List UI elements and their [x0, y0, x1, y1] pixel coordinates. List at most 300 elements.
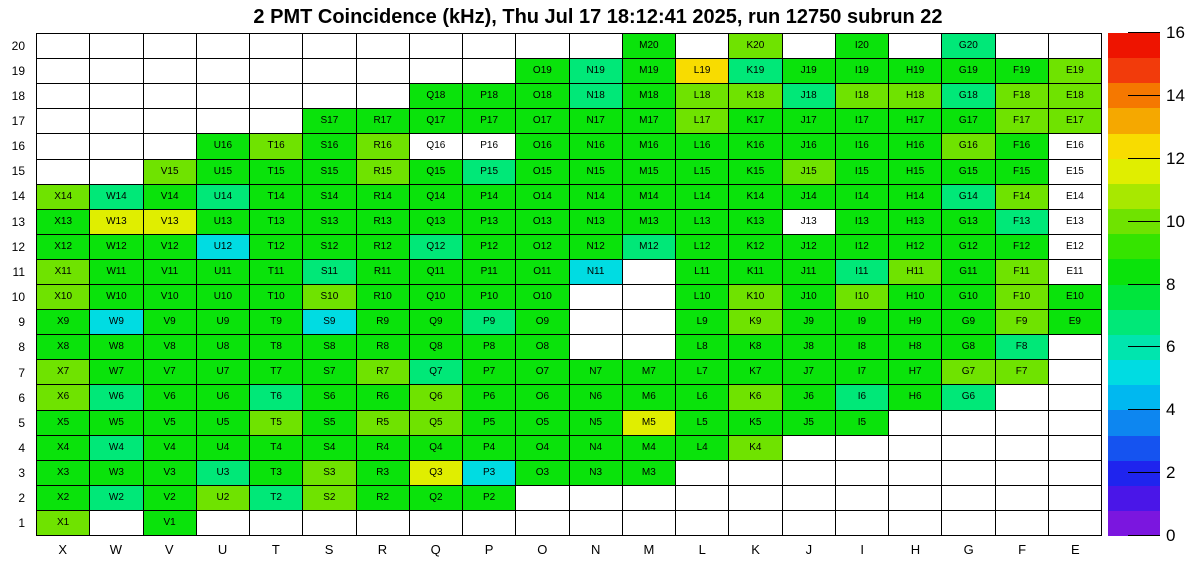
- x-axis-label: L: [698, 542, 706, 557]
- heatmap-cell: [516, 34, 568, 58]
- heatmap-cell: [144, 109, 196, 133]
- heatmap-cell: M18: [623, 84, 675, 108]
- heatmap-cell: O17: [516, 109, 568, 133]
- heatmap-cell: T5: [250, 411, 302, 435]
- x-axis-label: F: [1018, 542, 1027, 557]
- heatmap-cell: G10: [942, 285, 994, 309]
- heatmap-cell: [783, 461, 835, 485]
- heatmap-cell: [942, 436, 994, 460]
- heatmap-cell: E10: [1049, 285, 1101, 309]
- heatmap-cell: R15: [357, 160, 409, 184]
- heatmap-cell: I15: [836, 160, 888, 184]
- heatmap-cell: E18: [1049, 84, 1101, 108]
- heatmap-cell: Q4: [410, 436, 462, 460]
- x-axis-label: U: [217, 542, 228, 557]
- heatmap-cell: Q8: [410, 335, 462, 359]
- heatmap-cell: [250, 109, 302, 133]
- heatmap-cell: F11: [996, 260, 1048, 284]
- heatmap-grid: [36, 33, 1102, 536]
- heatmap-cell: [889, 34, 941, 58]
- heatmap-cell: R2: [357, 486, 409, 510]
- heatmap-cell: [1049, 486, 1101, 510]
- heatmap-cell: U13: [197, 210, 249, 234]
- colorbar-tick: [1128, 95, 1160, 96]
- heatmap-cell: O5: [516, 411, 568, 435]
- colorbar-band: [1108, 259, 1160, 284]
- heatmap-cell: U9: [197, 310, 249, 334]
- heatmap-cell: P10: [463, 285, 515, 309]
- heatmap-cell: N18: [570, 84, 622, 108]
- heatmap-cell: V12: [144, 235, 196, 259]
- chart-title: 2 PMT Coincidence (kHz), Thu Jul 17 18:12:41 2025, run 12750 subrun 22: [253, 6, 943, 28]
- heatmap-cell: [996, 511, 1048, 535]
- heatmap-cell: P7: [463, 360, 515, 384]
- heatmap-cell: I7: [836, 360, 888, 384]
- heatmap-cell: L10: [676, 285, 728, 309]
- heatmap-cell: H11: [889, 260, 941, 284]
- heatmap-cell: O6: [516, 385, 568, 409]
- heatmap-cell: T15: [250, 160, 302, 184]
- heatmap-cell: [197, 511, 249, 535]
- heatmap-cell: [1049, 34, 1101, 58]
- heatmap-cell: [996, 411, 1048, 435]
- heatmap-cell: M19: [623, 59, 675, 83]
- heatmap-cell: Q11: [410, 260, 462, 284]
- heatmap-cell: U12: [197, 235, 249, 259]
- heatmap-cell: Q6: [410, 385, 462, 409]
- colorbar-tick-label: 16: [1166, 23, 1185, 42]
- heatmap-cell: [1049, 385, 1101, 409]
- y-axis-label: 7: [18, 365, 25, 380]
- heatmap-cell: S8: [303, 335, 355, 359]
- heatmap-cell: X14: [37, 185, 89, 209]
- heatmap-cell: P2: [463, 486, 515, 510]
- heatmap-cell: G17: [942, 109, 994, 133]
- heatmap-cell: W3: [90, 461, 142, 485]
- heatmap-cell: F13: [996, 210, 1048, 234]
- heatmap-cell: J16: [783, 134, 835, 158]
- heatmap-cell: [783, 486, 835, 510]
- heatmap-cell: P14: [463, 185, 515, 209]
- heatmap-cell: I17: [836, 109, 888, 133]
- colorbar-band: [1108, 410, 1160, 435]
- heatmap-cell: V6: [144, 385, 196, 409]
- x-axis-label: R: [377, 542, 388, 557]
- heatmap-cell: J14: [783, 185, 835, 209]
- heatmap-cell: T6: [250, 385, 302, 409]
- heatmap-cell: H17: [889, 109, 941, 133]
- heatmap-cell: X6: [37, 385, 89, 409]
- heatmap-cell: [250, 511, 302, 535]
- heatmap-cell: R9: [357, 310, 409, 334]
- heatmap-cell: G18: [942, 84, 994, 108]
- heatmap-cell: [303, 511, 355, 535]
- heatmap-cell: N3: [570, 461, 622, 485]
- heatmap-cell: L13: [676, 210, 728, 234]
- heatmap-cell: Q10: [410, 285, 462, 309]
- y-axis-label: 19: [11, 63, 25, 78]
- heatmap-cell: L8: [676, 335, 728, 359]
- heatmap-cell: S14: [303, 185, 355, 209]
- heatmap-cell: J10: [783, 285, 835, 309]
- colorbar-band: [1108, 335, 1160, 360]
- heatmap-cell: [37, 34, 89, 58]
- heatmap-cell: O11: [516, 260, 568, 284]
- heatmap-cell: V4: [144, 436, 196, 460]
- heatmap-cell: S10: [303, 285, 355, 309]
- heatmap-cell: [836, 486, 888, 510]
- heatmap-cell: [303, 84, 355, 108]
- heatmap-cell: [942, 511, 994, 535]
- heatmap-cell: V14: [144, 185, 196, 209]
- heatmap-cell: [90, 511, 142, 535]
- heatmap-cell: [623, 511, 675, 535]
- heatmap-cell: O18: [516, 84, 568, 108]
- heatmap-cell: V15: [144, 160, 196, 184]
- heatmap-cell: [570, 285, 622, 309]
- heatmap-cell: X9: [37, 310, 89, 334]
- heatmap-cell: E16: [1049, 134, 1101, 158]
- heatmap-cell: N13: [570, 210, 622, 234]
- heatmap-cell: R3: [357, 461, 409, 485]
- heatmap-cell: [1049, 411, 1101, 435]
- heatmap-cell: [570, 335, 622, 359]
- heatmap-cell: Q7: [410, 360, 462, 384]
- heatmap-cell: G6: [942, 385, 994, 409]
- heatmap-cell: G16: [942, 134, 994, 158]
- heatmap-cell: F9: [996, 310, 1048, 334]
- colorbar-band: [1108, 184, 1160, 209]
- heatmap-cell: M12: [623, 235, 675, 259]
- heatmap-cell: J19: [783, 59, 835, 83]
- y-axis-label: 10: [11, 290, 25, 305]
- heatmap-cell: L19: [676, 59, 728, 83]
- heatmap-cell: I18: [836, 84, 888, 108]
- heatmap-cell: T3: [250, 461, 302, 485]
- heatmap-cell: K14: [729, 185, 781, 209]
- heatmap-cell: Q14: [410, 185, 462, 209]
- heatmap-cell: L9: [676, 310, 728, 334]
- heatmap-cell: I5: [836, 411, 888, 435]
- heatmap-cell: P4: [463, 436, 515, 460]
- heatmap-cell: W7: [90, 360, 142, 384]
- heatmap-cell: [37, 84, 89, 108]
- heatmap-cell: [570, 511, 622, 535]
- heatmap-cell: P12: [463, 235, 515, 259]
- colorbar-band: [1108, 159, 1160, 184]
- heatmap-cell: P3: [463, 461, 515, 485]
- heatmap-cell: V3: [144, 461, 196, 485]
- heatmap-cell: X1: [37, 511, 89, 535]
- y-axis-label: 12: [11, 239, 25, 254]
- colorbar-band: [1108, 234, 1160, 259]
- heatmap-cell: N16: [570, 134, 622, 158]
- heatmap-cell: V2: [144, 486, 196, 510]
- x-axis-label: K: [751, 542, 760, 557]
- colorbar: [1108, 33, 1160, 536]
- heatmap-cell: T7: [250, 360, 302, 384]
- heatmap-cell: [516, 511, 568, 535]
- heatmap-cell: [729, 461, 781, 485]
- heatmap-cell: O13: [516, 210, 568, 234]
- heatmap-cell: I6: [836, 385, 888, 409]
- heatmap-cell: O8: [516, 335, 568, 359]
- heatmap-cell: V9: [144, 310, 196, 334]
- heatmap-cell: L18: [676, 84, 728, 108]
- heatmap-cell: K13: [729, 210, 781, 234]
- heatmap-cell: V13: [144, 210, 196, 234]
- heatmap-cell: [942, 411, 994, 435]
- heatmap-cell: [37, 134, 89, 158]
- heatmap-cell: H15: [889, 160, 941, 184]
- heatmap-cell: E17: [1049, 109, 1101, 133]
- heatmap-cell: L7: [676, 360, 728, 384]
- heatmap-cell: R6: [357, 385, 409, 409]
- heatmap-cell: L5: [676, 411, 728, 435]
- y-axis-label: 4: [18, 440, 25, 455]
- heatmap-cell: M6: [623, 385, 675, 409]
- heatmap-cell: [250, 59, 302, 83]
- heatmap-cell: K5: [729, 411, 781, 435]
- heatmap-cell: X13: [37, 210, 89, 234]
- heatmap-cell: U6: [197, 385, 249, 409]
- heatmap-cell: [996, 34, 1048, 58]
- heatmap-cell: J17: [783, 109, 835, 133]
- heatmap-cell: M13: [623, 210, 675, 234]
- heatmap-cell: X10: [37, 285, 89, 309]
- heatmap-cell: S9: [303, 310, 355, 334]
- heatmap-cell: Q16: [410, 134, 462, 158]
- heatmap-cell: G14: [942, 185, 994, 209]
- heatmap-cell: [1049, 511, 1101, 535]
- heatmap-cell: I12: [836, 235, 888, 259]
- heatmap-cell: R14: [357, 185, 409, 209]
- heatmap-cell: J18: [783, 84, 835, 108]
- heatmap-cell: [90, 134, 142, 158]
- heatmap-cell: [889, 511, 941, 535]
- heatmap-cell: T13: [250, 210, 302, 234]
- heatmap-cell: P9: [463, 310, 515, 334]
- heatmap-cell: V1: [144, 511, 196, 535]
- heatmap-cell: J12: [783, 235, 835, 259]
- heatmap-cell: F10: [996, 285, 1048, 309]
- heatmap-cell: S5: [303, 411, 355, 435]
- heatmap-cell: S6: [303, 385, 355, 409]
- heatmap-cell: X5: [37, 411, 89, 435]
- heatmap-cell: M15: [623, 160, 675, 184]
- heatmap-cell: N19: [570, 59, 622, 83]
- heatmap-cell: T11: [250, 260, 302, 284]
- heatmap-cell: L12: [676, 235, 728, 259]
- heatmap-cell: [996, 385, 1048, 409]
- y-axis-label: 8: [18, 340, 25, 355]
- heatmap-cell: E15: [1049, 160, 1101, 184]
- heatmap-cell: E19: [1049, 59, 1101, 83]
- heatmap-cell: E11: [1049, 260, 1101, 284]
- heatmap-cell: M14: [623, 185, 675, 209]
- y-axis-labels: [0, 33, 30, 536]
- heatmap-cell: U8: [197, 335, 249, 359]
- heatmap-cell: G12: [942, 235, 994, 259]
- heatmap-cell: [357, 84, 409, 108]
- heatmap-cell: H12: [889, 235, 941, 259]
- heatmap-cell: W2: [90, 486, 142, 510]
- heatmap-cell: L11: [676, 260, 728, 284]
- colorbar-tick: [1128, 409, 1160, 410]
- heatmap-cell: [90, 109, 142, 133]
- x-axis-label: V: [164, 542, 174, 557]
- heatmap-cell: M20: [623, 34, 675, 58]
- heatmap-cell: X11: [37, 260, 89, 284]
- heatmap-cell: E13: [1049, 210, 1101, 234]
- heatmap-cell: F18: [996, 84, 1048, 108]
- heatmap-cell: O16: [516, 134, 568, 158]
- colorbar-tick: [1128, 221, 1160, 222]
- heatmap-cell: O19: [516, 59, 568, 83]
- heatmap-cell: [889, 461, 941, 485]
- heatmap-cell: Q3: [410, 461, 462, 485]
- heatmap-cell: U3: [197, 461, 249, 485]
- x-axis-label: T: [271, 542, 280, 557]
- heatmap-cell: T8: [250, 335, 302, 359]
- heatmap-cell: F16: [996, 134, 1048, 158]
- heatmap-cell: [1049, 335, 1101, 359]
- x-axis-label: M: [643, 542, 655, 557]
- x-axis-label: Q: [430, 542, 441, 557]
- heatmap-cell: Q9: [410, 310, 462, 334]
- heatmap-cell: W13: [90, 210, 142, 234]
- heatmap-cell: [836, 511, 888, 535]
- heatmap-cell: Q18: [410, 84, 462, 108]
- heatmap-cell: U4: [197, 436, 249, 460]
- heatmap-cell: R5: [357, 411, 409, 435]
- colorbar-tick-label: 8: [1166, 274, 1176, 294]
- heatmap-cell: K11: [729, 260, 781, 284]
- heatmap-cell: [303, 34, 355, 58]
- heatmap-cell: P5: [463, 411, 515, 435]
- heatmap-cell: V11: [144, 260, 196, 284]
- heatmap-cell: R10: [357, 285, 409, 309]
- heatmap-cell: [463, 59, 515, 83]
- heatmap-cell: [357, 511, 409, 535]
- heatmap-cell: E12: [1049, 235, 1101, 259]
- heatmap-cell: [197, 84, 249, 108]
- heatmap-cell: [37, 160, 89, 184]
- heatmap-cell: K4: [729, 436, 781, 460]
- heatmap-cell: [889, 436, 941, 460]
- colorbar-tick-label: 12: [1166, 148, 1185, 168]
- heatmap-cell: I13: [836, 210, 888, 234]
- heatmap-cell: W5: [90, 411, 142, 435]
- heatmap-cell: O15: [516, 160, 568, 184]
- heatmap-cell: M4: [623, 436, 675, 460]
- heatmap-cell: U10: [197, 285, 249, 309]
- heatmap-cell: U5: [197, 411, 249, 435]
- heatmap-cell: V8: [144, 335, 196, 359]
- colorbar-tick-label: 10: [1166, 211, 1185, 231]
- heatmap-cell: H7: [889, 360, 941, 384]
- heatmap-cell: [676, 511, 728, 535]
- y-axis-label: 17: [11, 114, 25, 129]
- heatmap-cell: N5: [570, 411, 622, 435]
- x-axis-label: N: [590, 542, 601, 557]
- heatmap-cell: [1049, 360, 1101, 384]
- heatmap-cell: T14: [250, 185, 302, 209]
- heatmap-cell: M16: [623, 134, 675, 158]
- x-axis-label: S: [324, 542, 334, 557]
- heatmap-cell: U7: [197, 360, 249, 384]
- heatmap-cell: I9: [836, 310, 888, 334]
- heatmap-cell: J15: [783, 160, 835, 184]
- colorbar-tick-label: 14: [1166, 85, 1185, 105]
- heatmap-cell: K15: [729, 160, 781, 184]
- heatmap-cell: [410, 34, 462, 58]
- colorbar-band: [1108, 58, 1160, 83]
- heatmap-cell: N15: [570, 160, 622, 184]
- heatmap-cell: G19: [942, 59, 994, 83]
- heatmap-cell: [144, 59, 196, 83]
- heatmap-cell: K17: [729, 109, 781, 133]
- colorbar-band: [1108, 486, 1160, 511]
- heatmap-cell: K8: [729, 335, 781, 359]
- heatmap-cell: [889, 486, 941, 510]
- heatmap-cell: [197, 34, 249, 58]
- heatmap-cell: F7: [996, 360, 1048, 384]
- x-axis-label: P: [484, 542, 494, 557]
- heatmap-cell: L16: [676, 134, 728, 158]
- heatmap-cell: J11: [783, 260, 835, 284]
- heatmap-cell: I11: [836, 260, 888, 284]
- heatmap-cell: W9: [90, 310, 142, 334]
- heatmap-cell: W12: [90, 235, 142, 259]
- heatmap-cell: R11: [357, 260, 409, 284]
- heatmap-cell: F15: [996, 160, 1048, 184]
- heatmap-cell: [783, 436, 835, 460]
- heatmap-cell: W11: [90, 260, 142, 284]
- heatmap-cell: X3: [37, 461, 89, 485]
- heatmap-cell: R13: [357, 210, 409, 234]
- colorbar-band: [1108, 134, 1160, 159]
- heatmap-cell: [570, 34, 622, 58]
- heatmap-cell: H10: [889, 285, 941, 309]
- colorbar-band: [1108, 33, 1160, 58]
- heatmap-cell: R8: [357, 335, 409, 359]
- heatmap-cell: F19: [996, 59, 1048, 83]
- heatmap-cell: [410, 511, 462, 535]
- heatmap-cell: S3: [303, 461, 355, 485]
- heatmap-cell: F12: [996, 235, 1048, 259]
- heatmap-cell: X7: [37, 360, 89, 384]
- heatmap-cell: [996, 486, 1048, 510]
- heatmap-cell: G8: [942, 335, 994, 359]
- y-axis-label: 16: [11, 139, 25, 154]
- colorbar-band: [1108, 360, 1160, 385]
- colorbar-band: [1108, 511, 1160, 536]
- colorbar-tick: [1128, 535, 1160, 536]
- heatmap-cell: [570, 310, 622, 334]
- colorbar-band: [1108, 83, 1160, 108]
- heatmap-cell: F14: [996, 185, 1048, 209]
- heatmap-cell: X12: [37, 235, 89, 259]
- heatmap-cell: I8: [836, 335, 888, 359]
- heatmap-cell: R4: [357, 436, 409, 460]
- heatmap-cell: [676, 461, 728, 485]
- heatmap-cell: X2: [37, 486, 89, 510]
- heatmap-cell: U11: [197, 260, 249, 284]
- heatmap-cell: V7: [144, 360, 196, 384]
- colorbar-tick: [1128, 158, 1160, 159]
- heatmap-cell: P16: [463, 134, 515, 158]
